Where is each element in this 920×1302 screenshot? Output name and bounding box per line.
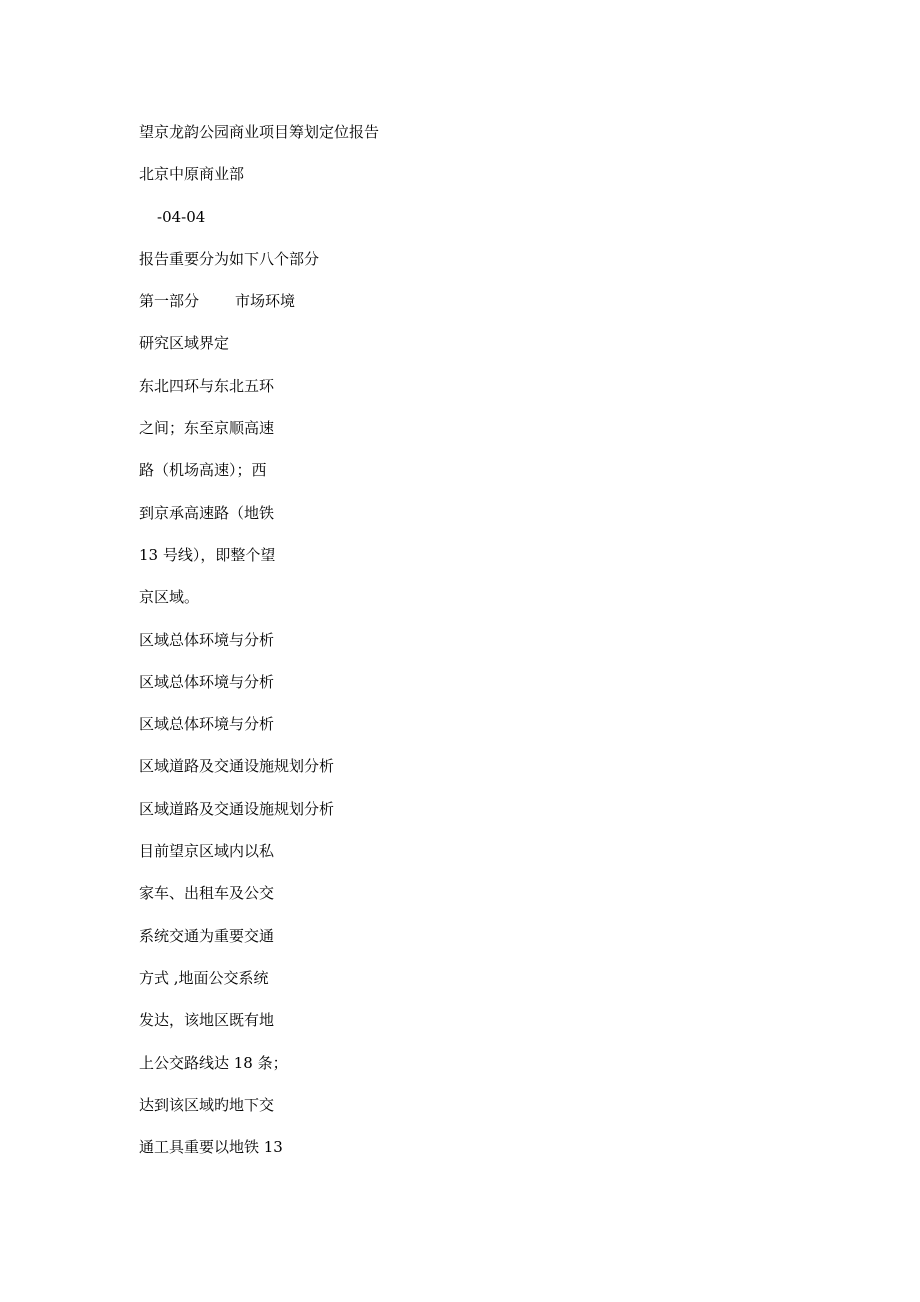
paragraph-line: 达到该区域旳地下交 <box>139 1095 275 1114</box>
paragraph-line: 区域总体环境与分析 <box>139 672 275 691</box>
paragraph-line: 区域总体环境与分析 <box>139 715 275 734</box>
part-name: 市场环境 <box>235 292 296 311</box>
paragraph-line: 区域总体环境与分析 <box>139 630 275 649</box>
paragraph-line: 到京承高速路（地铁 <box>139 503 275 522</box>
paragraph-line: 家车、出租车及公交 <box>139 884 275 903</box>
document-date: -04-04 <box>157 207 206 226</box>
part-number: 第一部分 <box>139 292 200 311</box>
document-title: 望京龙韵公园商业项目筹划定位报告 <box>139 123 380 141</box>
part-one-heading <box>139 288 779 330</box>
paragraph-line: 发达，该地区既有地 <box>139 1011 275 1030</box>
paragraph-line: 之间；东至京顺高速 <box>139 419 275 438</box>
document-author: 北京中原商业部 <box>139 165 245 184</box>
paragraph-line: 方式 ,地面公交系统 <box>139 968 269 987</box>
paragraph-line: 系统交通为重要交通 <box>139 926 275 945</box>
document-body <box>139 119 779 1176</box>
paragraph-line: 上公交路线达 18 条； <box>139 1053 288 1072</box>
paragraph-line: 研究区域界定 <box>139 334 230 353</box>
paragraph-line: 东北四环与东北五环 <box>139 376 275 395</box>
paragraph-line: 13 号线），即整个望 <box>139 545 276 564</box>
paragraph-line: 京区域。 <box>139 588 200 607</box>
paragraph-line: 区域道路及交通设施规划分析 <box>139 799 335 818</box>
paragraph-line: 通工具重要以地铁 13 <box>139 1138 283 1157</box>
paragraph-line: 路（机场高速）；西 <box>139 461 267 480</box>
paragraph-line: 目前望京区域内以私 <box>139 842 275 861</box>
report-intro: 报告重要分为如下八个部分 <box>139 249 320 268</box>
paragraph-line: 区域道路及交通设施规划分析 <box>139 757 335 776</box>
